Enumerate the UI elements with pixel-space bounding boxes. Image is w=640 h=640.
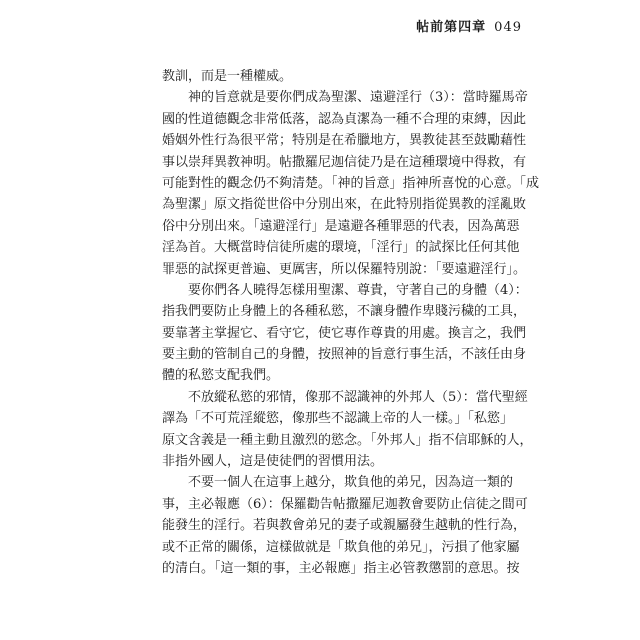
text-line: 非指外國人，這是使徒們的習慣用法。	[162, 454, 384, 470]
text-line: 事以崇拜異教神明。帖撒羅尼迦信徒乃是在這種環境中得救，有	[162, 154, 527, 170]
text-line: 事，主必報應（6）：保羅勸告帖撒羅尼迦教會要防止信徒之間可	[162, 496, 528, 512]
verse-heading-line: 不放縱私慾的邪情，像那不認識神的外邦人（5）：當代聖經	[188, 389, 528, 405]
text-line: 俗中分別出來。「遠避淫行」是遠避各種罪惡的代表，因為萬惡	[162, 218, 520, 234]
text-line: 為聖潔」原文指從世俗中分別出來，在此特別指從異教的淫亂敗	[162, 197, 527, 213]
chapter-title: 帖前第四章	[416, 20, 487, 35]
running-header	[416, 16, 522, 35]
verse-heading-line: 不要一個人在這事上越分，欺負他的弟兄，因為這一類的	[188, 475, 514, 491]
text-line: 原文含義是一種主動且激烈的慾念。「外邦人」指不信耶穌的人，	[162, 432, 533, 448]
text-line: 婚姻外性行為很平常；特別是在希臘地方，異教徒甚至鼓勵藉性	[162, 133, 527, 149]
text-line: 淫為首。大概當時信徒所處的環境，「淫行」的試探比任何其他	[162, 240, 520, 256]
text-line: 或不正常的關係，這樣做就是「欺負他的弟兄」，污損了他家屬	[162, 539, 520, 555]
text-line: 譯為「不可荒淫縱慾，像那些不認識上帝的人一樣。」「私慾」	[162, 411, 514, 427]
text-line: 體的私慾支配我們。	[162, 368, 280, 384]
text-line: 的清白。「這一類的事，主必報應」指主必管教懲罰的意思。按	[162, 560, 520, 576]
text-line: 要主動的管制自己的身體，按照神的旨意行事生活，不該任由身	[162, 347, 527, 363]
text-line: 罪惡的試探更普遍、更厲害，所以保羅特別說：「要遠避淫行」。	[162, 261, 527, 277]
commentary-body	[162, 66, 540, 579]
text-line: 教訓，而是一種權威。	[162, 69, 293, 84]
verse-heading-line: 要你們各人曉得怎樣用聖潔、尊貴，守著自己的身體（4）：	[188, 282, 528, 298]
text-line: 可能對性的觀念仍不夠清楚。「神的旨意」指神所喜悅的心意。「成	[162, 175, 540, 191]
text-line: 能發生的淫行。若與教會弟兄的妻子或親屬發生越軌的性行為，	[162, 518, 527, 534]
text-line: 指我們要防止身體上的各種私慾，不讓身體作卑賤污穢的工具，	[162, 304, 527, 320]
page-number: 049	[494, 20, 522, 35]
verse-heading-line: 神的旨意就是要你們成為聖潔、遠避淫行（3）：當時羅馬帝	[188, 90, 528, 106]
text-line: 國的性道德觀念非常低落，認為貞潔為一種不合理的束縛，因此	[162, 111, 527, 127]
text-line: 要靠著主掌握它、看守它，使它專作尊貴的用處。換言之，我們	[162, 325, 527, 341]
